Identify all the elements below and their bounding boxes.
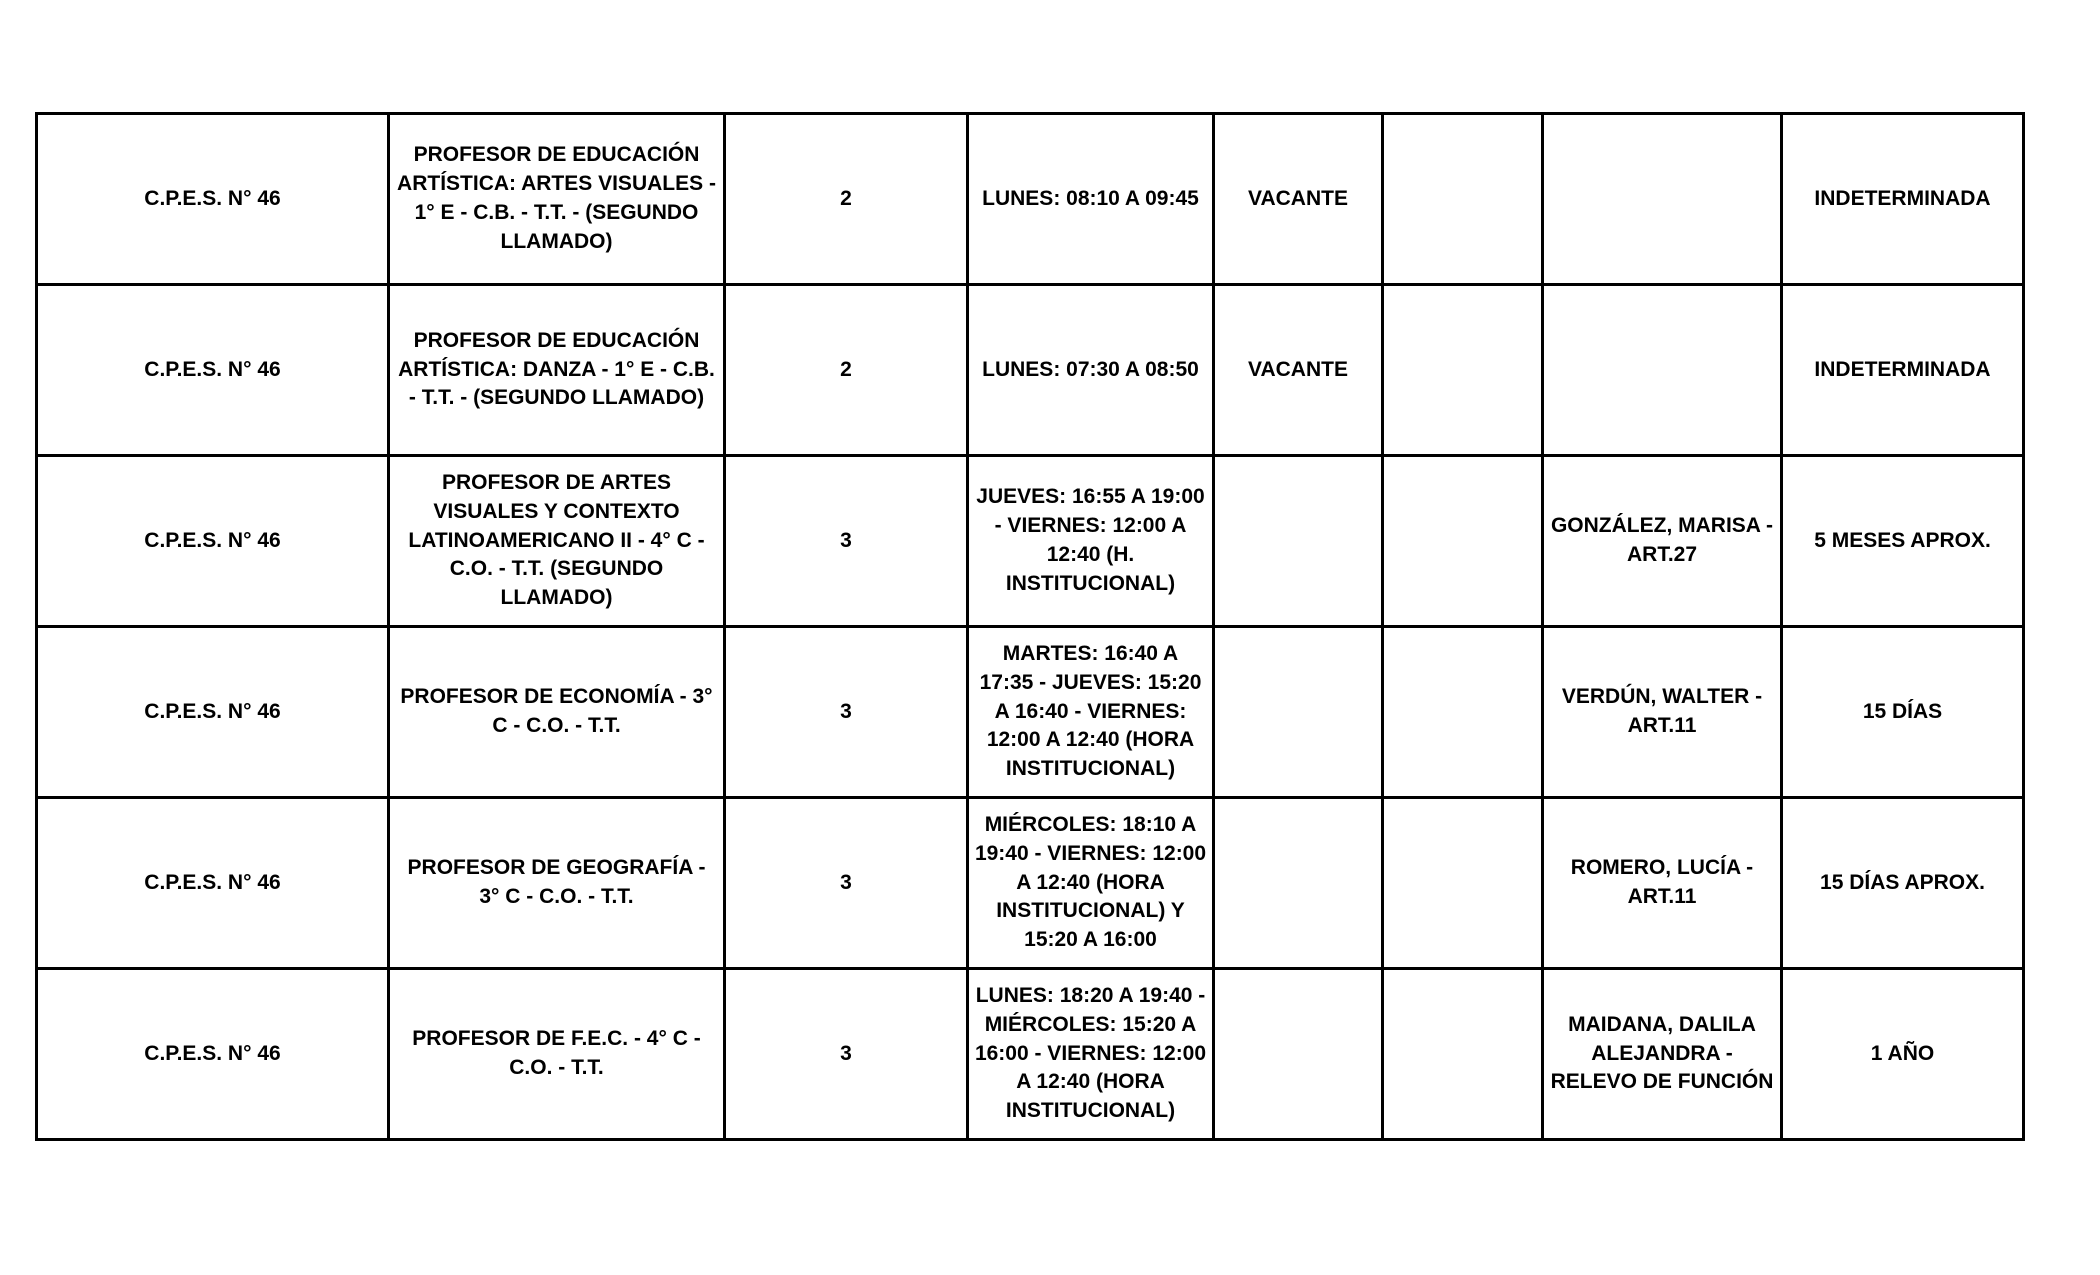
cell-position: PROFESOR DE EDUCACIÓN ARTÍSTICA: DANZA - 1° E - C.B. - T.T. - (SEGUNDO LLAMADO) xyxy=(389,285,725,456)
cell-assigned-to: GONZÁLEZ, MARISA - ART.27 xyxy=(1543,456,1782,627)
cell-assigned-to: VERDÚN, WALTER - ART.11 xyxy=(1543,627,1782,798)
vacancies-table xyxy=(35,112,2025,1141)
cell-status xyxy=(1214,969,1383,1140)
cell-duration: 1 AÑO xyxy=(1782,969,2024,1140)
table-row xyxy=(37,456,2024,627)
cell-schedule: LUNES: 08:10 A 09:45 xyxy=(968,114,1214,285)
cell-institution: C.P.E.S. N° 46 xyxy=(37,456,389,627)
cell-assigned-to xyxy=(1543,114,1782,285)
cell-duration: INDETERMINADA xyxy=(1782,285,2024,456)
cell-hours: 3 xyxy=(725,627,968,798)
cell-assigned-to: ROMERO, LUCÍA - ART.11 xyxy=(1543,798,1782,969)
cell-position: PROFESOR DE ARTES VISUALES Y CONTEXTO LATINOAMERICANO II - 4° C - C.O. - T.T. (SEGUNDO LLAMADO) xyxy=(389,456,725,627)
cell-schedule: JUEVES: 16:55 A 19:00 - VIERNES: 12:00 A 12:40 (H. INSTITUCIONAL) xyxy=(968,456,1214,627)
cell-position: PROFESOR DE ECONOMÍA - 3° C - C.O. - T.T. xyxy=(389,627,725,798)
table-row xyxy=(37,798,2024,969)
cell-status xyxy=(1214,798,1383,969)
cell-duration: INDETERMINADA xyxy=(1782,114,2024,285)
cell-institution: C.P.E.S. N° 46 xyxy=(37,285,389,456)
cell-hours: 3 xyxy=(725,798,968,969)
cell-status xyxy=(1214,627,1383,798)
cell-assigned-to: MAIDANA, DALILA ALEJANDRA - RELEVO DE FUNCIÓN xyxy=(1543,969,1782,1140)
cell-extra xyxy=(1383,627,1543,798)
cell-institution: C.P.E.S. N° 46 xyxy=(37,114,389,285)
table-row xyxy=(37,969,2024,1140)
cell-duration: 5 MESES APROX. xyxy=(1782,456,2024,627)
cell-status: VACANTE xyxy=(1214,114,1383,285)
table-row xyxy=(37,285,2024,456)
cell-extra xyxy=(1383,285,1543,456)
cell-institution: C.P.E.S. N° 46 xyxy=(37,627,389,798)
cell-schedule: LUNES: 18:20 A 19:40 - MIÉRCOLES: 15:20 A 16:00 - VIERNES: 12:00 A 12:40 (HORA INSTITUCIONAL) xyxy=(968,969,1214,1140)
cell-hours: 2 xyxy=(725,285,968,456)
cell-extra xyxy=(1383,456,1543,627)
cell-position: PROFESOR DE F.E.C. - 4° C - C.O. - T.T. xyxy=(389,969,725,1140)
cell-schedule: LUNES: 07:30 A 08:50 xyxy=(968,285,1214,456)
cell-schedule: MIÉRCOLES: 18:10 A 19:40 - VIERNES: 12:00 A 12:40 (HORA INSTITUCIONAL) Y 15:20 A 16:00 xyxy=(968,798,1214,969)
cell-position: PROFESOR DE EDUCACIÓN ARTÍSTICA: ARTES VISUALES - 1° E - C.B. - T.T. - (SEGUNDO LLAMADO) xyxy=(389,114,725,285)
cell-hours: 3 xyxy=(725,456,968,627)
cell-hours: 2 xyxy=(725,114,968,285)
cell-position: PROFESOR DE GEOGRAFÍA - 3° C - C.O. - T.T. xyxy=(389,798,725,969)
cell-extra xyxy=(1383,798,1543,969)
cell-institution: C.P.E.S. N° 46 xyxy=(37,798,389,969)
cell-duration: 15 DÍAS APROX. xyxy=(1782,798,2024,969)
cell-status: VACANTE xyxy=(1214,285,1383,456)
cell-extra xyxy=(1383,969,1543,1140)
cell-institution: C.P.E.S. N° 46 xyxy=(37,969,389,1140)
cell-extra xyxy=(1383,114,1543,285)
cell-schedule: MARTES: 16:40 A 17:35 - JUEVES: 15:20 A 16:40 - VIERNES: 12:00 A 12:40 (HORA INSTITUCIONAL) xyxy=(968,627,1214,798)
table-row xyxy=(37,114,2024,285)
cell-status xyxy=(1214,456,1383,627)
cell-assigned-to xyxy=(1543,285,1782,456)
cell-hours: 3 xyxy=(725,969,968,1140)
table-row xyxy=(37,627,2024,798)
cell-duration: 15 DÍAS xyxy=(1782,627,2024,798)
